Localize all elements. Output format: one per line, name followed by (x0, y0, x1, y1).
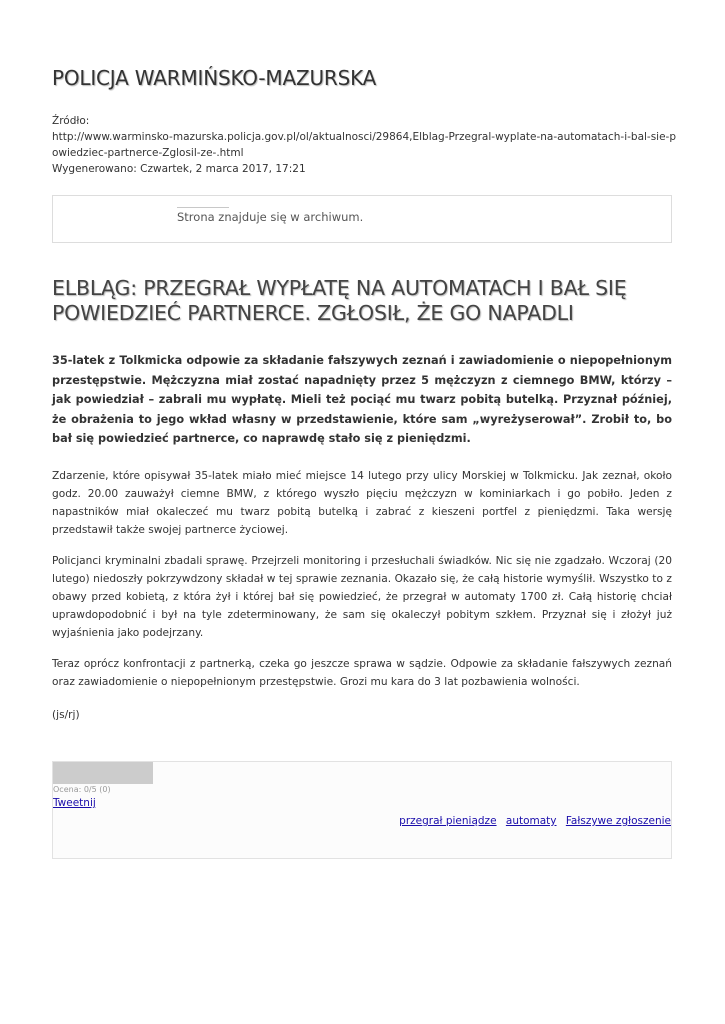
archive-notice: Strona znajduje się w archiwum. (177, 210, 364, 224)
generated-date: Wygenerowano: Czwartek, 2 marca 2017, 17:21 (52, 163, 306, 175)
article-signature: (js/rj) (52, 709, 80, 721)
tag-link[interactable]: Fałszywe zgłoszenie (565, 815, 671, 827)
rating-text: Ocena: 0/5 (0) (53, 785, 111, 794)
document-meta (52, 113, 677, 177)
article-footer (52, 761, 672, 859)
article-lead: 35-latek z Tolkmicka odpowie za składanie fałszywych zeznań i zawiadomienie o niepopełnionym przestępstwie. Mężczyzna miał zostać napadnięty przez 5 mężczyzn z ciemnego BMW, którzy – jak powiedział – zabrali mu wypłatę. Mieli też pociąć mu twarz pobitą butelką. Przyznał później, że obrażenia to jego wkład własny w przedstawienie, które sam „wyreżyserował”. Zrobił to, bo bał się powiedzieć partnerce, co naprawdę stało się z pieniędzmi. (52, 354, 672, 445)
article-paragraph: Policjanci kryminalni zbadali sprawę. Przejrzeli monitoring i przesłuchali świadków. Nic się nie zgadzało. Wczoraj (20 lutego) niedoszły pokrzywdzony składał w tej sprawie zeznania. Okazało się, że całą historie wymyślił. Wszystko to z obawy przed kobietą, z która żył i której bał się powiedzieć, że przegrał w automaty 1700 zł. Całą historię chciał uprawdopodobnić i był na tyle zdeterminowany, że sam się okaleczył pobitym szkłem. Przyznał się i złożył już wyjaśnienia jako podejrzany. (52, 555, 672, 639)
source-url: http://www.warminsko-mazurska.policja.gov.pl/ol/aktualnosci/29864,Elblag-Przegral-wyplate-na-automatach-i-bal-sie-powiedziec-partnerce-Zglosil-ze-.html (52, 131, 677, 159)
rating-widget[interactable] (53, 762, 153, 784)
tag-link[interactable]: przegrał pieniądze (399, 815, 497, 827)
archive-divider (177, 207, 229, 208)
archive-notice-box (52, 195, 672, 243)
tweet-link[interactable]: Tweetnij (53, 797, 96, 809)
source-label: Źródło: (52, 115, 90, 127)
article-paragraph: Teraz oprócz konfrontacji z partnerką, czeka go jeszcze sprawa w sądzie. Odpowie za składanie fałszywych zeznań oraz zawiadomienie o niepopełnionym przestępstwie. Grozi mu kara do 3 lat pozbawienia wolności. (52, 658, 672, 688)
article-paragraph: Zdarzenie, które opisywał 35-latek miało mieć miejsce 14 lutego przy ulicy Morskiej w Tolkmicku. Jak zeznał, około godz. 20.00 zauważył ciemne BMW, z którego wyszło pięciu mężczyzn w kominiarkach i go pobiło. Jeden z napastników miał okaleczeć mu twarz pobitą butelką i zabrać z kieszeni portfel z pieniędzmi. Taka wersję przedstawił także swojej partnerce życiowej. (52, 470, 672, 536)
tag-link[interactable]: automaty (505, 815, 557, 827)
site-title: POLICJA WARMIŃSKO-MAZURSKA (52, 66, 377, 90)
article-body (52, 467, 672, 704)
article-headline: ELBLĄG: PRZEGRAŁ WYPŁATĘ NA AUTOMATACH I BAŁ SIĘ POWIEDZIEĆ PARTNERCE. ZGŁOSIŁ, ŻE GO NAPADLI (52, 276, 627, 325)
tag-list (393, 815, 671, 827)
